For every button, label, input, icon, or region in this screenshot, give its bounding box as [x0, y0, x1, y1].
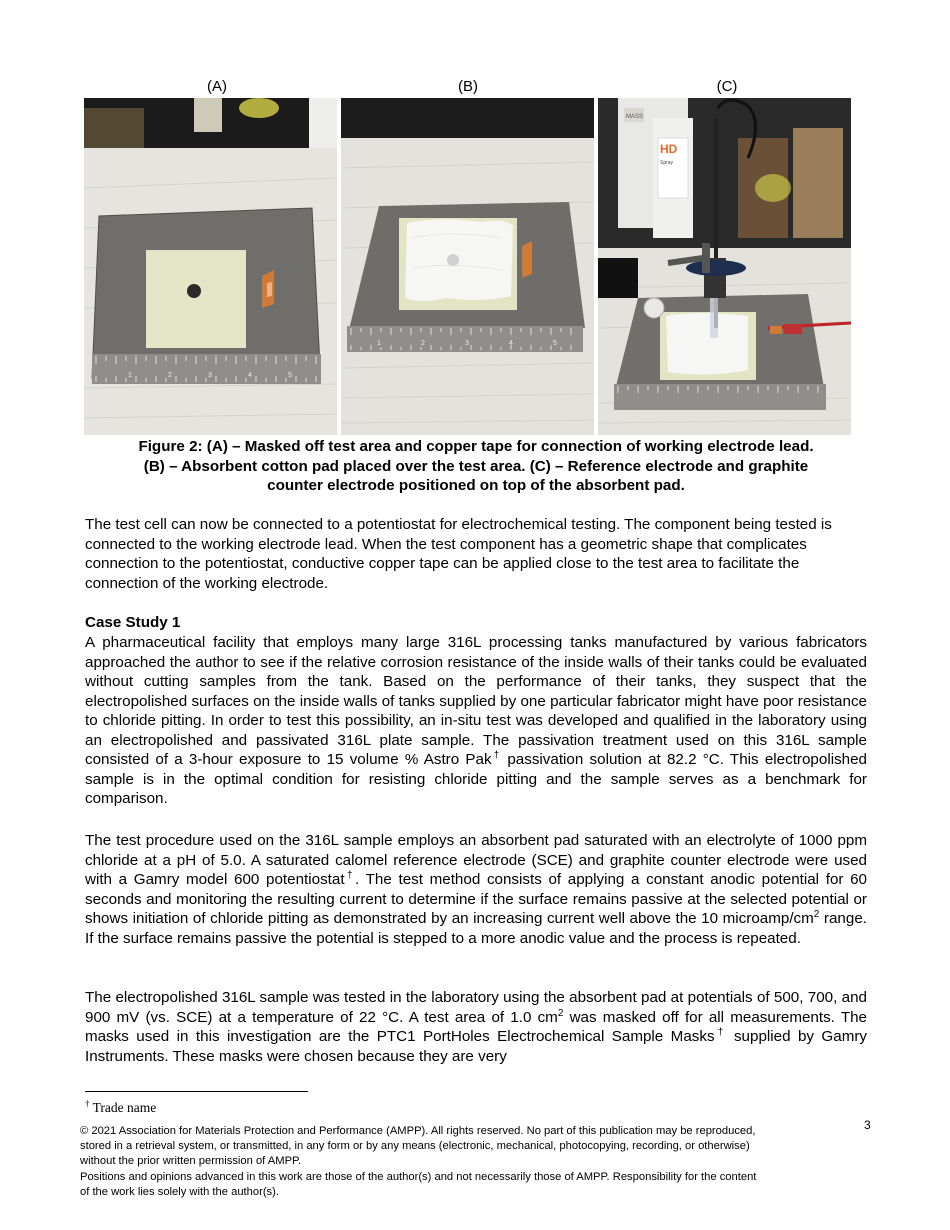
bottle-brand-label: HD [660, 142, 678, 156]
ruler-number: 2 [421, 340, 425, 347]
photo-c-electrodes-positioned [598, 98, 851, 435]
photo-a-masked-test-area [84, 98, 337, 435]
copyright-line: of the work lies solely with the author(s). [80, 1185, 279, 1198]
footnote [85, 1100, 156, 1116]
text-run: was masked off for all measurements. The masks used in this investigation are the PTC1 PortHoles Electrochemical Sample Masks [85, 1008, 867, 1045]
dagger-mark: † [714, 1026, 727, 1038]
ruler-number: 5 [553, 340, 557, 347]
ruler-number: 3 [208, 372, 212, 379]
copyright-line: © 2021 Association for Materials Protection and Performance (AMPP). All rights reserved. No part of this publication may be reproduced, [80, 1125, 756, 1137]
bottle-sublabel: Spray [660, 160, 674, 166]
dagger-mark: † [491, 749, 502, 761]
case-study-paragraph-1 [85, 633, 867, 809]
dagger-mark: † [344, 869, 356, 881]
text-run: The electropolished 316L sample was tested in the laboratory using the absorbent pad at potentials of 500, 700, and 900 mV (vs. SCE) at a temperature of 22 °C. A test area of 1.0 cm [85, 989, 867, 1026]
figure-caption [84, 437, 868, 496]
panel-label-a: (A) [207, 78, 227, 95]
footnote-mark: † [85, 1098, 90, 1109]
results-paragraph [85, 988, 867, 1066]
copyright-line: without the prior written permission of AMPP. [80, 1155, 302, 1168]
text-run: The test procedure used on the 316L sample employs an absorbent pad saturated with an electrolyte of 1000 ppm chloride at a pH of 5.0. A saturated calomel reference electrode (SCE) and graphite counter electrode were used with a Gamry model 600 potentiostat [85, 832, 867, 888]
caption-line: counter electrode positioned on top of the absorbent pad. [267, 477, 685, 495]
page-number: 3 [864, 1118, 871, 1132]
copyright-line: Positions and opinions advanced in this work are those of the author(s) and not necessarily those of AMPP. Responsibility for the content [80, 1170, 757, 1183]
ruler-number: 1 [377, 340, 381, 347]
superscript-2: 2 [813, 908, 820, 920]
ruler-number: 2 [168, 372, 172, 379]
caption-line: (B) – Absorbent cotton pad placed over the test area. (C) – Reference electrode and graphite [143, 457, 809, 475]
copyright-notice [80, 1124, 860, 1200]
text-run: range. If the surface remains passive the potential is stepped to a more anodic value and the process is repeated. [85, 910, 867, 947]
footnote-rule [85, 1091, 308, 1092]
text-run: . The test method consists of applying a constant anodic potential for 60 seconds and monitoring the resulting current to determine if the surface remains passive at the selected potential or shows initiation of chloride pitting as demonstrated by an increasing current well above the 10 microamp/cm [85, 871, 868, 927]
procedure-paragraph [85, 831, 867, 948]
text-run: passivation solution at 82.2 °C. This electropolished sample is in the optimal condition for resisting chloride pitting and the sample serves as a benchmark for comparison. [85, 751, 867, 807]
ruler-number: 5 [288, 372, 292, 379]
footnote-text: Trade name [89, 1100, 157, 1115]
ruler-number: 4 [248, 372, 252, 379]
bottle-top-label: MASS [626, 114, 644, 120]
text-run: supplied by Gamry Instruments. These masks were chosen because they are very [85, 1028, 867, 1065]
ruler-number: 3 [465, 340, 469, 347]
superscript-2: 2 [557, 1007, 564, 1019]
copyright-line: stored in a retrieval system, or transmitted, in any form or by any means (electronic, mechanical, photocopying, recording, or otherwise) [80, 1140, 750, 1153]
text-run: A pharmaceutical facility that employs many large 316L processing tanks manufactured by various fabricators approached the author to see if the relative corrosion resistance of the inside walls of their tanks could be evaluated without cutting samples from the tank. Based on the performance of their tanks, they suspect that the electropolished surfaces on the inside walls of tanks supplied by one particular fabricator might have poor resistance to chloride pitting. In order to test this possibility, an in-situ test was developed and qualified in the laboratory using an electropolished and passivated 316L plate sample. The passivation treatment used on this 316L sample consisted of a 3-hour exposure to 15 volume % Astro Pak [85, 634, 867, 768]
photo-b-absorbent-pad [341, 98, 594, 435]
panel-label-c: (C) [716, 78, 738, 95]
ruler-number: 1 [128, 372, 132, 379]
caption-line: Figure 2: (A) – Masked off test area and copper tape for connection of working electrode lead. [138, 438, 814, 455]
intro-paragraph: The test cell can now be connected to a potentiostat for electrochemical testing. The component being tested is connected to the working electrode lead. When the test component has a geometric shape that complicates connection to the potentiostat, conductive copper tape can be applied close to the test area to facilitate the connection of the working electrode. [85, 516, 832, 592]
ruler-number: 4 [509, 340, 513, 347]
panel-label-b: (B) [458, 78, 478, 95]
case-study-heading: Case Study 1 [85, 614, 181, 631]
